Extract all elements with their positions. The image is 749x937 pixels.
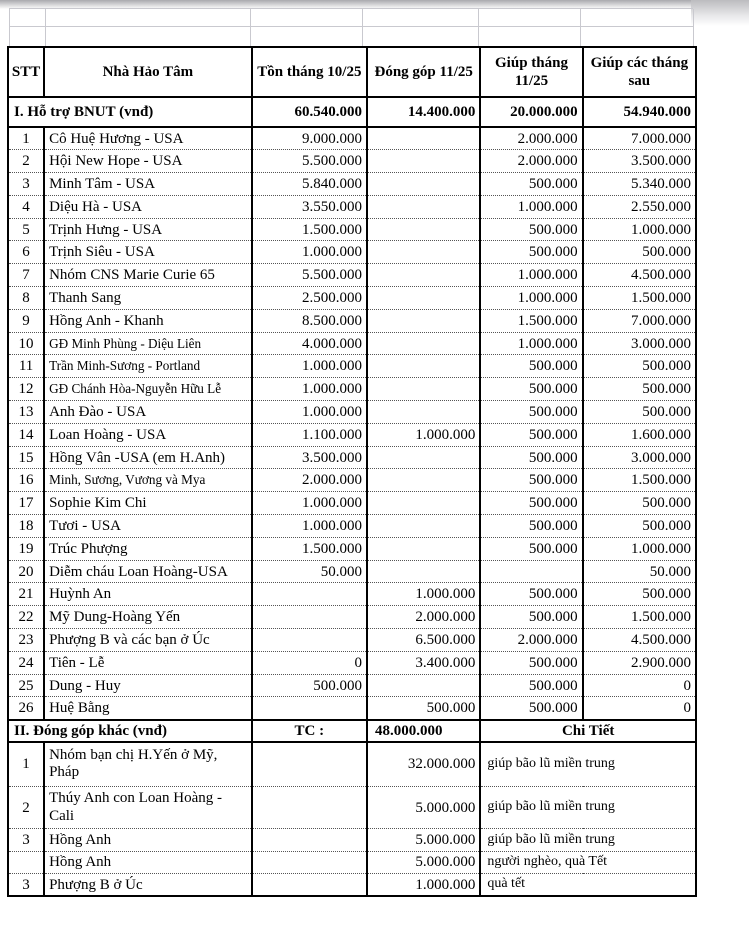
help-later-cell[interactable]: 0 [583,697,696,720]
detail-cell[interactable]: giúp bão lũ miền trung [480,742,696,787]
contrib-nov-cell[interactable] [367,195,480,218]
section2-tc-label-cell[interactable]: TC : [252,720,367,742]
empty-sheet-cell[interactable] [46,9,251,27]
table-row [8,218,696,241]
help-nov-cell[interactable]: 500.000 [480,401,582,424]
row-number-cell[interactable]: 20 [8,560,44,583]
contrib-nov-cell[interactable] [367,150,480,173]
donor-name-cell[interactable]: Thanh Sang [44,287,252,310]
donor-name-cell[interactable]: Phượng B và các bạn ở Úc [44,629,252,652]
help-later-cell[interactable]: 4.500.000 [583,264,696,287]
help-later-cell[interactable]: 2.900.000 [583,651,696,674]
contrib-nov-cell[interactable] [367,264,480,287]
amount-cell[interactable]: 5.000.000 [367,851,480,874]
section1-total-ton[interactable]: 60.540.000 [252,97,367,127]
donor-name-cell[interactable]: Huỳnh An [44,583,252,606]
table-row [8,874,696,897]
donor-name-cell[interactable]: Nhóm bạn chị H.Yến ở Mỹ, Pháp [44,742,252,787]
row-number-cell[interactable]: 13 [8,401,44,424]
donor-name-cell[interactable]: Mỹ Dung-Hoàng Yến [44,606,252,629]
balance-oct-cell[interactable] [252,851,367,874]
balance-oct-cell[interactable]: 3.550.000 [252,195,367,218]
row-number-cell[interactable]: 12 [8,378,44,401]
contrib-nov-cell[interactable]: 2.000.000 [367,606,480,629]
table-row [8,378,696,401]
donor-name-cell[interactable]: Trịnh Siêu - USA [44,241,252,264]
row-number-cell[interactable]: 3 [8,173,44,196]
table-row [8,401,696,424]
table-row [8,606,696,629]
balance-oct-cell[interactable]: 1.000.000 [252,378,367,401]
row-number-cell[interactable]: 21 [8,583,44,606]
help-later-cell[interactable]: 1.500.000 [583,469,696,492]
help-nov-cell[interactable]: 500.000 [480,492,582,515]
help-nov-cell[interactable]: 1.000.000 [480,287,582,310]
table-row [8,150,696,173]
empty-sheet-cell[interactable] [479,27,581,47]
contrib-nov-cell[interactable] [367,332,480,355]
balance-oct-cell[interactable]: 9.000.000 [252,127,367,150]
balance-oct-cell[interactable]: 500.000 [252,674,367,697]
help-later-cell[interactable]: 5.340.000 [583,173,696,196]
help-nov-cell[interactable]: 2.000.000 [480,150,582,173]
help-nov-cell[interactable]: 500.000 [480,515,582,538]
contrib-nov-cell[interactable] [367,446,480,469]
row-number-cell[interactable]: 7 [8,264,44,287]
help-later-cell[interactable]: 1.000.000 [583,537,696,560]
help-nov-cell[interactable]: 500.000 [480,583,582,606]
help-later-cell[interactable]: 50.000 [583,560,696,583]
balance-oct-cell[interactable]: 5.840.000 [252,173,367,196]
donor-name-cell[interactable]: Trần Minh-Sương - Portland [44,355,252,378]
help-nov-cell[interactable]: 500.000 [480,537,582,560]
detail-cell[interactable]: người nghèo, quà Tết [480,851,696,874]
balance-oct-cell[interactable] [252,583,367,606]
section2-detail-header-cell[interactable]: Chi Tiết [480,720,696,742]
empty-sheet-cell[interactable] [479,9,581,27]
row-number-cell[interactable]: 5 [8,218,44,241]
table-row [8,697,696,720]
table-row [8,651,696,674]
help-later-cell[interactable]: 7.000.000 [583,127,696,150]
table-row [8,423,696,446]
table-row [8,355,696,378]
contrib-nov-cell[interactable] [367,674,480,697]
contrib-nov-cell[interactable]: 1.000.000 [367,583,480,606]
row-number-cell[interactable]: 2 [8,150,44,173]
help-later-cell[interactable]: 0 [583,674,696,697]
table-row [8,469,696,492]
empty-sheet-cell[interactable] [10,9,46,27]
donor-name-cell[interactable]: Minh, Sương, Vương và Mya [44,469,252,492]
balance-oct-cell[interactable]: 5.500.000 [252,264,367,287]
donor-name-cell[interactable]: Huệ Bằng [44,697,252,720]
col-header-help-later[interactable]: Giúp các tháng sau [583,47,696,97]
donor-name-cell[interactable]: Phượng B ở Úc [44,874,252,897]
contrib-nov-cell[interactable] [367,241,480,264]
section1-total-row [8,97,696,127]
table-row [8,492,696,515]
empty-sheet-cell[interactable] [10,27,46,47]
contrib-nov-cell[interactable] [367,401,480,424]
table-row [8,127,696,150]
balance-oct-cell[interactable]: 1.100.000 [252,423,367,446]
detail-cell[interactable]: giúp bão lũ miền trung [480,787,696,829]
help-nov-cell[interactable]: 1.000.000 [480,332,582,355]
detail-cell[interactable]: quà tết [480,874,696,897]
help-nov-cell[interactable]: 500.000 [480,606,582,629]
col-header-help-nov[interactable]: Giúp tháng 11/25 [480,47,582,97]
contrib-nov-cell[interactable] [367,173,480,196]
donor-name-cell[interactable]: Hồng Anh [44,829,252,852]
help-later-cell[interactable]: 4.500.000 [583,629,696,652]
table-row [8,309,696,332]
donor-name-cell[interactable]: Loan Hoàng - USA [44,423,252,446]
help-nov-cell[interactable]: 1.000.000 [480,195,582,218]
balance-oct-cell[interactable] [252,629,367,652]
section1-total-dong[interactable]: 14.400.000 [367,97,480,127]
help-nov-cell[interactable]: 500.000 [480,469,582,492]
table-row [8,829,696,852]
col-header-balance-oct[interactable]: Tồn tháng 10/25 [252,47,367,97]
contrib-nov-cell[interactable] [367,378,480,401]
help-later-cell[interactable]: 500.000 [583,583,696,606]
contrib-nov-cell[interactable] [367,515,480,538]
table-row [8,583,696,606]
table-row [8,287,696,310]
row-number-cell[interactable]: 25 [8,674,44,697]
section2-title-cell[interactable]: II. Đóng góp khác (vnđ) [8,720,252,742]
row-number-cell[interactable]: 8 [8,287,44,310]
table-row [8,173,696,196]
balance-oct-cell[interactable]: 1.000.000 [252,492,367,515]
balance-oct-cell[interactable]: 3.500.000 [252,446,367,469]
table-row [8,515,696,538]
contrib-nov-cell[interactable]: 6.500.000 [367,629,480,652]
col-header-donor[interactable]: Nhà Hảo Tâm [44,47,252,97]
row-number-cell[interactable]: 14 [8,423,44,446]
balance-oct-cell[interactable]: 1.500.000 [252,218,367,241]
balance-oct-cell[interactable] [252,829,367,852]
balance-oct-cell[interactable]: 8.500.000 [252,309,367,332]
table-row [8,674,696,697]
row-number-cell[interactable]: 19 [8,537,44,560]
row-number-cell[interactable]: 2 [8,787,44,829]
help-nov-cell[interactable]: 500.000 [480,218,582,241]
donor-name-cell[interactable]: GĐ Minh Phùng - Diệu Liên [44,332,252,355]
help-later-cell[interactable]: 2.550.000 [583,195,696,218]
balance-oct-cell[interactable] [252,742,367,787]
row-number-cell[interactable]: 6 [8,241,44,264]
row-number-cell[interactable]: 11 [8,355,44,378]
balance-oct-cell[interactable] [252,606,367,629]
section1-total-sau[interactable]: 54.940.000 [583,97,696,127]
amount-cell[interactable]: 1.000.000 [367,874,480,897]
balance-oct-cell[interactable] [252,787,367,829]
row-number-cell[interactable]: 23 [8,629,44,652]
row-number-cell[interactable]: 18 [8,515,44,538]
donor-name-cell[interactable]: Hội New Hope - USA [44,150,252,173]
row-number-cell[interactable]: 1 [8,742,44,787]
balance-oct-cell[interactable]: 4.000.000 [252,332,367,355]
section2-total-cell[interactable]: 48.000.000 [367,720,480,742]
balance-oct-cell[interactable]: 1.000.000 [252,515,367,538]
table-row [8,446,696,469]
row-number-cell[interactable] [8,851,44,874]
help-later-cell[interactable]: 1.500.000 [583,606,696,629]
table-row [8,787,696,829]
contrib-nov-cell[interactable] [367,492,480,515]
donor-name-cell[interactable]: Hồng Vân -USA (em H.Anh) [44,446,252,469]
help-nov-cell[interactable] [480,560,582,583]
help-later-cell[interactable]: 500.000 [583,355,696,378]
donor-name-cell[interactable]: Minh Tâm - USA [44,173,252,196]
spreadsheet-empty-grid [9,8,693,46]
balance-oct-cell[interactable]: 1.500.000 [252,537,367,560]
help-nov-cell[interactable]: 1.500.000 [480,309,582,332]
contrib-nov-cell[interactable]: 3.400.000 [367,651,480,674]
balance-oct-cell[interactable]: 1.000.000 [252,401,367,424]
help-nov-cell[interactable]: 500.000 [480,446,582,469]
section1-total-giup[interactable]: 20.000.000 [480,97,582,127]
detail-cell[interactable]: giúp bão lũ miền trung [480,829,696,852]
help-nov-cell[interactable]: 500.000 [480,651,582,674]
donor-name-cell[interactable]: Anh Đào - USA [44,401,252,424]
contrib-nov-cell[interactable] [367,287,480,310]
header-row [8,47,696,97]
donor-name-cell[interactable]: Sophie Kim Chi [44,492,252,515]
help-later-cell[interactable]: 1.000.000 [583,218,696,241]
empty-sheet-cell[interactable] [251,27,363,47]
contrib-nov-cell[interactable] [367,218,480,241]
help-later-cell[interactable]: 7.000.000 [583,309,696,332]
row-number-cell[interactable]: 15 [8,446,44,469]
help-later-cell[interactable]: 3.000.000 [583,332,696,355]
table-row [8,241,696,264]
empty-sheet-cell[interactable] [251,9,363,27]
help-nov-cell[interactable]: 2.000.000 [480,629,582,652]
help-nov-cell[interactable]: 2.000.000 [480,127,582,150]
table-row [8,851,696,874]
balance-oct-cell[interactable]: 5.500.000 [252,150,367,173]
donor-name-cell[interactable]: Diễm cháu Loan Hoàng-USA [44,560,252,583]
help-later-cell[interactable]: 500.000 [583,492,696,515]
contrib-nov-cell[interactable] [367,560,480,583]
balance-oct-cell[interactable]: 1.000.000 [252,355,367,378]
table-row [8,195,696,218]
contrib-nov-cell[interactable] [367,127,480,150]
donor-name-cell[interactable]: GĐ Chánh Hòa-Nguyễn Hữu Lễ [44,378,252,401]
row-number-cell[interactable]: 16 [8,469,44,492]
donor-name-cell[interactable]: Dung - Huy [44,674,252,697]
donor-name-cell[interactable]: Cô Huệ Hương - USA [44,127,252,150]
help-nov-cell[interactable]: 500.000 [480,355,582,378]
donor-name-cell[interactable]: Nhóm CNS Marie Curie 65 [44,264,252,287]
contrib-nov-cell[interactable]: 1.000.000 [367,423,480,446]
table-row [8,264,696,287]
top-right-corner-shadow [691,0,749,26]
table-row [8,332,696,355]
amount-cell[interactable]: 5.000.000 [367,787,480,829]
row-number-cell[interactable]: 24 [8,651,44,674]
table-row [8,560,696,583]
donor-name-cell[interactable]: Diệu Hà - USA [44,195,252,218]
empty-sheet-cell[interactable] [363,9,479,27]
empty-sheet-cell[interactable] [363,27,479,47]
donor-name-cell[interactable]: Trúc Phượng [44,537,252,560]
row-number-cell[interactable]: 4 [8,195,44,218]
donor-name-cell[interactable]: Tươi - USA [44,515,252,538]
col-header-contrib-nov[interactable]: Đóng góp 11/25 [367,47,480,97]
donor-name-cell[interactable]: Hồng Anh - Khanh [44,309,252,332]
empty-sheet-cell[interactable] [581,9,694,27]
balance-oct-cell[interactable]: 2.500.000 [252,287,367,310]
donor-name-cell[interactable]: Hồng Anh [44,851,252,874]
contrib-nov-cell[interactable] [367,537,480,560]
donor-name-cell[interactable]: Trịnh Hưng - USA [44,218,252,241]
help-nov-cell[interactable]: 500.000 [480,241,582,264]
contrib-nov-cell[interactable] [367,355,480,378]
empty-sheet-cell[interactable] [581,27,694,47]
help-later-cell[interactable]: 500.000 [583,515,696,538]
row-number-cell[interactable]: 17 [8,492,44,515]
row-number-cell[interactable]: 3 [8,874,44,897]
row-number-cell[interactable]: 10 [8,332,44,355]
donor-name-cell[interactable]: Thúy Anh con Loan Hoàng - Cali [44,787,252,829]
help-nov-cell[interactable]: 500.000 [480,378,582,401]
table-row [8,742,696,787]
table-row [8,537,696,560]
row-number-cell[interactable]: 9 [8,309,44,332]
help-nov-cell[interactable]: 500.000 [480,674,582,697]
contrib-nov-cell[interactable] [367,309,480,332]
balance-oct-cell[interactable] [252,697,367,720]
help-later-cell[interactable]: 3.000.000 [583,446,696,469]
donor-name-cell[interactable]: Tiên - Lễ [44,651,252,674]
section2-header-row [8,720,696,742]
empty-sheet-cell[interactable] [46,27,251,47]
help-later-cell[interactable]: 500.000 [583,241,696,264]
donation-table [7,46,697,897]
row-number-cell[interactable]: 3 [8,829,44,852]
contrib-nov-cell[interactable]: 500.000 [367,697,480,720]
help-later-cell[interactable]: 1.600.000 [583,423,696,446]
amount-cell[interactable]: 5.000.000 [367,829,480,852]
balance-oct-cell[interactable] [252,874,367,897]
help-later-cell[interactable]: 500.000 [583,401,696,424]
help-nov-cell[interactable]: 500.000 [480,423,582,446]
help-nov-cell[interactable]: 500.000 [480,173,582,196]
help-later-cell[interactable]: 500.000 [583,378,696,401]
row-number-cell[interactable]: 22 [8,606,44,629]
col-header-stt[interactable]: STT [8,47,44,97]
balance-oct-cell[interactable]: 2.000.000 [252,469,367,492]
row-number-cell[interactable]: 1 [8,127,44,150]
balance-oct-cell[interactable]: 0 [252,651,367,674]
help-nov-cell[interactable]: 500.000 [480,697,582,720]
help-later-cell[interactable]: 3.500.000 [583,150,696,173]
amount-cell[interactable]: 32.000.000 [367,742,480,787]
section1-title-cell[interactable]: I. Hỗ trợ BNUT (vnđ) [8,97,252,127]
table-row [8,629,696,652]
contrib-nov-cell[interactable] [367,469,480,492]
balance-oct-cell[interactable]: 50.000 [252,560,367,583]
balance-oct-cell[interactable]: 1.000.000 [252,241,367,264]
help-later-cell[interactable]: 1.500.000 [583,287,696,310]
row-number-cell[interactable]: 26 [8,697,44,720]
help-nov-cell[interactable]: 1.000.000 [480,264,582,287]
